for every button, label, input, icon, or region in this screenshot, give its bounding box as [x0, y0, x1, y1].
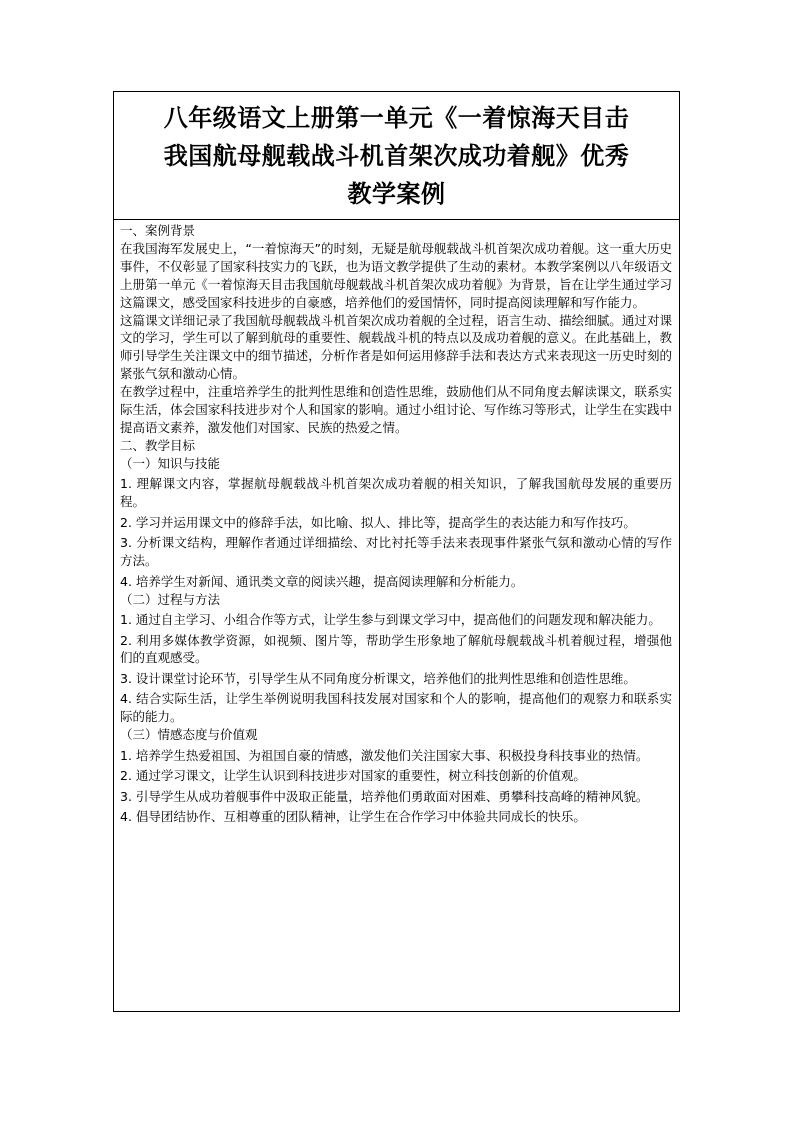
- objective-item: 3. 引导学生从成功着舰事件中汲取正能量，培养他们勇敢面对困难、勇攀科技高峰的精神风貌。: [120, 788, 649, 804]
- section-heading-background: 一、案例背景: [120, 223, 196, 238]
- objective-item: 1. 理解课文内容，掌握航母舰载战斗机首架次成功着舰的相关知识，了解我国航母发展的重要历程。: [120, 476, 672, 510]
- subheading-emotion-values: （三）情感态度与价值观: [120, 727, 258, 743]
- objective-item: 4. 倡导团结协作、互相尊重的团队精神，让学生在合作学习中体验共同成长的快乐。: [120, 809, 586, 825]
- subheading-process-methods: （二）过程与方法: [120, 591, 221, 607]
- objective-item: 2. 学习并运用课文中的修辞手法，如比喻、拟人、排比等，提高学生的表达能力和写作技巧。: [120, 514, 636, 530]
- objective-item: 4. 培养学生对新闻、通讯类文章的阅读兴趣，提高阅读理解和分析能力。: [120, 573, 524, 589]
- objective-item: 2. 通过学习课文，让学生认识到科技进步对国家的重要性，树立科技创新的价值观。: [120, 768, 586, 784]
- document-table: [113, 91, 680, 1012]
- subheading-knowledge-skills: （一）知识与技能: [120, 455, 221, 471]
- title-cell: [114, 92, 679, 220]
- content-cell: [120, 222, 672, 826]
- page-title-line-3: 教学案例: [347, 178, 446, 208]
- page-title-line-2: 我国航母舰载战斗机首架次成功着舰》优秀: [163, 140, 630, 170]
- objective-item: 1. 培养学生热爱祖国、为祖国自豪的情感，激发他们关注国家大事、积极投身科技事业的热情。: [120, 747, 649, 763]
- background-paragraph-1: 在我国海军发展史上，“一着惊海天”的时刻，无疑是航母舰载战斗机首架次成功着舰。这一重大历史事件，不仅彰显了国家科技实力的飞跃，也为语文教学提供了生动的素材。本教学案例以八年级语文上册第一单元《一着惊海天目击我国航母舰载战斗机首架次成功着舰》为背景，旨在让学生通过学习这篇课文，感受国家科技进步的自豪感，培养他们的爱国情怀，同时提高阅读理解和写作能力。: [120, 240, 672, 310]
- page-title-line-1: 八年级语文上册第一单元《一着惊海天目击: [163, 102, 630, 132]
- section-heading-objectives: 二、教学目标: [120, 437, 196, 453]
- objective-item: 4. 结合实际生活，让学生举例说明我国科技发展对国家和个人的影响，提高他们的观察力和联系实际的能力。: [120, 691, 672, 725]
- background-paragraph-2: 这篇课文详细记录了我国航母舰载战斗机首架次成功着舰的全过程，语言生动、描绘细腻。通过对课文的学习，学生可以了解到航母的重要性、舰载战斗机的特点以及成功着舰的意义。在此基础上，教师引导学生关注课文中的细节描述，分析作者是如何运用修辞手法和表达方式来表现这一历史时刻的紧张气氛和激动心情。: [120, 312, 672, 382]
- objective-item: 3. 设计课堂讨论环节，引导学生从不同角度分析课文，培养他们的批判性思维和创造性思维。: [120, 670, 636, 686]
- background-paragraph-3: 在教学过程中，注重培养学生的批判性思维和创造性思维，鼓励他们从不同角度去解读课文，联系实际生活，体会国家科技进步对个人和国家的影响。通过小组讨论、写作练习等形式，让学生在实践中提高语文素养，激发他们对国家、民族的热爱之情。: [120, 384, 672, 435]
- objective-item: 3. 分析课文结构，理解作者通过详细描绘、对比衬托等手法来表现事件紧张气氛和激动心情的写作方法。: [120, 535, 672, 569]
- objective-item: 2. 利用多媒体教学资源，如视频、图片等，帮助学生形象地了解航母舰载战斗机着舰过程，增强他们的直观感受。: [120, 632, 672, 666]
- objective-item: 1. 通过自主学习、小组合作等方式，让学生参与到课文学习中，提高他们的问题发现和解决能力。: [120, 612, 661, 627]
